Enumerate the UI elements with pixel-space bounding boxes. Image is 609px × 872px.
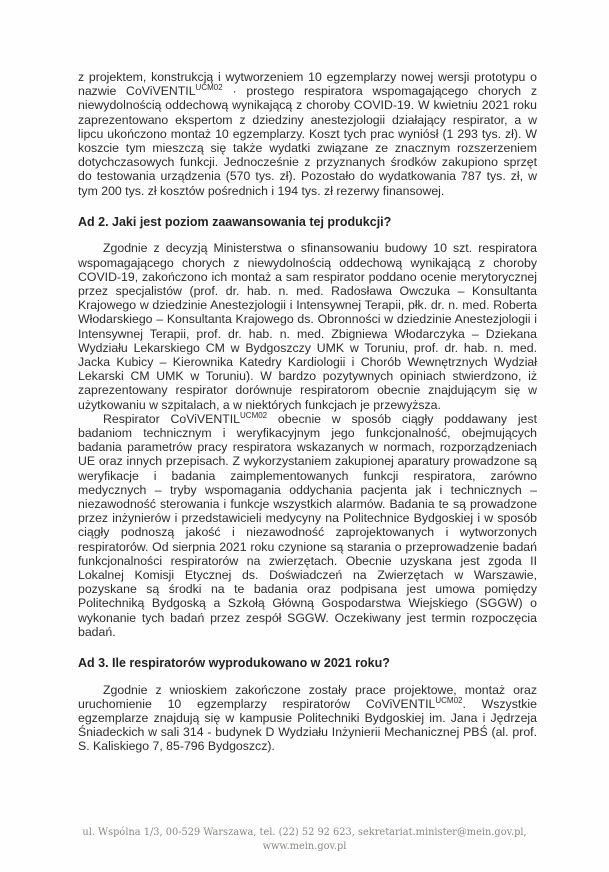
footer-website: www.mein.gov.pl: [262, 841, 347, 852]
document-body: [78, 70, 537, 754]
heading-ad2: Ad 2. Jaki jest poziom zaawansowania tej produkcji?: [78, 214, 392, 229]
paragraph-ad2-testing: Respirator CoViVENTIL$^{UCM02}$ obecnie w sposób ciągły poddawany jest badaniom technicznym i weryfikacyjnym jego funkcjonalność, obejmujących badania parametrów pracy respiratora wskazanych w normach, rozporządzeniach UE oraz innych przepisach. Z wykorzystaniem zakupionej aparatury prowadzone są weryfikacje i badania zaimplementowanych funkcji respiratora, zarówno medycznych – tryby wspomagania oddychania pacjenta jak i technicznych – niezawodność sterowania i funkcje wszystkich alarmów. Badania te są prowadzone przez inżynierów i przedstawicieli medycyny na Politechnice Bydgoskiej i w sposób ciągły podnoszą jakość i niezawodność zaprojektowanych i wytworzonych respiratorów. Od sierpnia 2021 roku czynione są starania o przeprowadzenie badań funkcjonalności respiratorów na zwierzętach. Obecnie uzyskana jest zgoda II Lokalnej Komisji Etycznej ds. Doświadczeń na Zwierzętach w Warszawie, pozyskane są środki na te badania oraz podpisana jest umowa pomiędzy Politechniką Bydgoską a Szkołą Główną Gospodarstwa Wiejskiego (SGGW) o wykonanie tych badań przez zespół SGGW. Oczekiwany jest termin rozpoczęcia badań.: [78, 410, 538, 639]
paragraph-ad2-status: Zgodnie z decyzją Ministerstwa o sfinansowaniu budowy 10 szt. respiratora wspomagającego chorych z niewydolnością oddechową wynikającą z choroby COVID-19, zakończono ich montaż a sam respirator poddano ocenie merytorycznej przez specjalistów (prof. dr. hab. n. med. Radosława Owczuka – Konsultanta Krajowego w dziedzinie Anestezjologii i Intensywnej Terapii, płk. dr. n. med. Roberta Włodarskiego – Konsultanta Krajowego ds. Obronności w dziedzinie Anestezjologii i Intensywnej Terapii, prof. dr. hab. n. med. Zbigniewa Włodarczyka – Dziekana Wydziału Lekarskiego CM w Bydgoszczy UMK w Toruniu, prof. dr. hab. n. med. Jacka Kubicy – Kierownika Katedry Kardiologii i Chorób Wewnętrznych Wydział Lekarski CM UMK w Toruniu). W bardzo pozytywnych opiniach stwierdzono, iż zaprezentowany respirator dorównuje respiratorom obecnie znajdującym się w użytkowaniu w szpitalach, a w niektórych funkcjach je przewyższa.: [78, 241, 537, 412]
footer-address: ul. Wspólna 1/3, 00-529 Warszawa, tel. (22) 52 92 623, sekretariat.minister@mein.gov.pl,: [82, 827, 527, 838]
paragraph-intro: z projektem, konstrukcją i wytworzeniem 10 egzemplarzy nowej wersji prototypu o nazwie CoViVENTIL$^{UCM02}$ · prostego respiratora wspomagającego chorych z niewydolnością oddechową wynikającą z choroby COVID-19. W kwietniu 2021 roku zaprezentowano ekspertom z dziedziny anestezjologii działający respirator, a w lipcu ukończono montaż 10 egzemplarzy. Koszt tych prac wyniósł (1 293 tys. zł). W koszcie tym mieszczą się także wydatki związane ze znacznym rozszerzeniem dotychczasowych funkcji. Jednocześnie z przyznanych środków zakupiono sprzęt do testowania urządzenia (570 tys. zł). Pozostało do wydatkowania 787 tys. zł, w tym 200 tys. zł kosztów pośrednich i 194 tys. zł rezerwy finansowej.: [78, 70, 537, 198]
paragraph-ad3-production: Zgodnie z wnioskiem zakończone zostały prace projektowe, montaż oraz uruchomienie 10 egzemplarzy respiratorów CoViVENTIL$^{UCM02}$. Wszystkie egzemplarze znajdują się w kampusie Politechniki Bydgoskiej im. Jana i Jędrzeja Śniadeckich w sali 314 - budynek D Wydziału Inżynierii Mechanicznej PBŚ (al. prof. S. Kaliskiego 7, 85-796 Bydgoszcz).: [78, 682, 537, 754]
heading-ad3: Ad 3. Ile respiratorów wyprodukowano w 2021 roku?: [78, 656, 390, 671]
page-footer: [0, 826, 609, 854]
